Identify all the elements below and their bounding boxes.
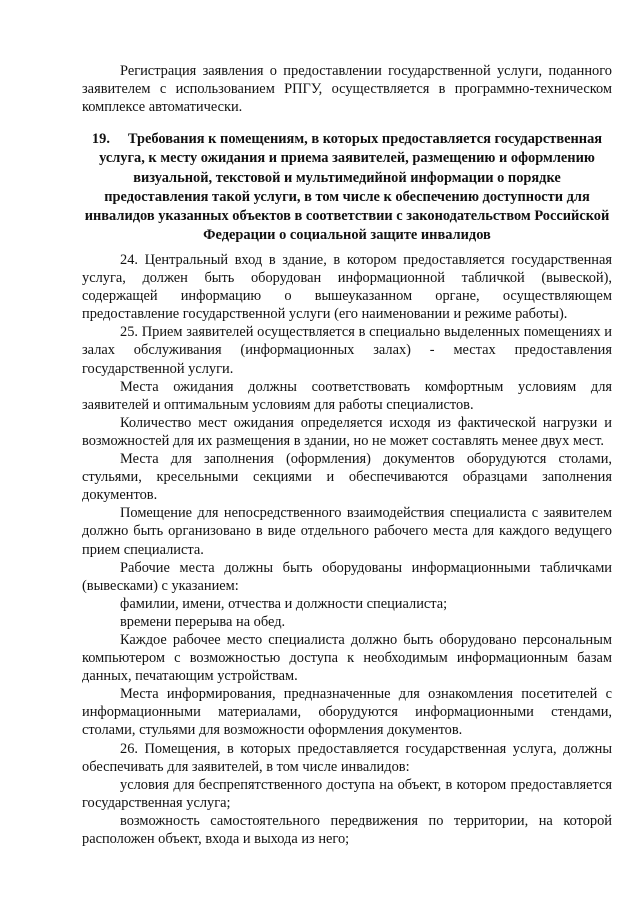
paragraph-sign-item-break: времени перерыва на обед. <box>120 613 286 630</box>
paragraph-24: 24. Центральный вход в здание, в котором предоставляется государственная услуга, должен быть оборудован информационной табличкой (вывеской), содержащей информацию о вышеуказанном органе, осуществляющем предоставление государственной услуги (его наименовании и режиме работы). <box>82 252 612 323</box>
paragraph-26: 26. Помещения, в которых предоставляется государственная услуга, должны обеспечивать для заявителей, в том числе инвалидов: <box>82 740 612 775</box>
section-title: Требования к помещениям, в которых предоставляется государственная услуга, к месту ожидания и приема заявителей, размещению и оформлению визуальной, текстовой и мультимедийной информации о порядке предоставления такой услуги, в том числе к обеспечению доступности для инвалидов указанных объектов в соответствии с законодательством Российской Федерации о социальной защите инвалидов <box>84 131 610 244</box>
paragraph-interaction-room: Помещение для непосредственного взаимодействия специалиста с заявителем должно быть организовано в виде отдельного рабочего места для каждого ведущего прием специалиста. <box>82 505 612 558</box>
paragraph-workplace-signs: Рабочие места должны быть оборудованы информационными табличками (вывесками) с указанием: <box>82 559 612 594</box>
paragraph-waiting-count: Количество мест ожидания определяется исходя из фактической нагрузки и возможностей для их размещения в здании, но не может составлять менее двух мест. <box>82 414 612 449</box>
intro-block <box>82 62 612 116</box>
paragraph-waiting-places: Места ожидания должны соответствовать комфортным условиям для заявителей и оптимальным условиям для работы специалистов. <box>82 378 612 413</box>
paragraph-form-filling: Места для заполнения (оформления) документов оборудуются столами, стульями, кресельными секциями и обеспечиваются образцами заполнения документов. <box>82 451 612 504</box>
paragraph-sign-item-name: фамилии, имени, отчества и должности специалиста; <box>120 595 448 612</box>
intro-paragraph: Регистрация заявления о предоставлении государственной услуги, поданного заявителем с использованием РПГУ, осуществляется в программно-техническом комплексе автоматически. <box>82 63 612 116</box>
section-number: 19. <box>91 131 110 147</box>
body-text <box>82 251 612 848</box>
paragraph-movement: возможность самостоятельного передвижения по территории, на которой расположен объект, входа и выхода из него; <box>82 812 612 847</box>
paragraph-access-conditions: условия для беспрепятственного доступа на объект, в котором предоставляется государственная услуга; <box>82 776 612 811</box>
paragraph-info-places: Места информирования, предназначенные для ознакомления посетителей с информационными материалами, оборудуются информационными стендами, столами, стульями для возможности оформления документов. <box>82 686 612 739</box>
paragraph-computer: Каждое рабочее место специалиста должно быть оборудовано персональным компьютером с возможностью доступа к необходимым информационным базам данных, печатающим устройствам. <box>82 631 612 685</box>
section-heading <box>82 130 612 246</box>
paragraph-25: 25. Прием заявителей осуществляется в специально выделенных помещениях и залах обслуживания (информационных залах) - местах предоставления государственной услуги. <box>82 324 612 377</box>
